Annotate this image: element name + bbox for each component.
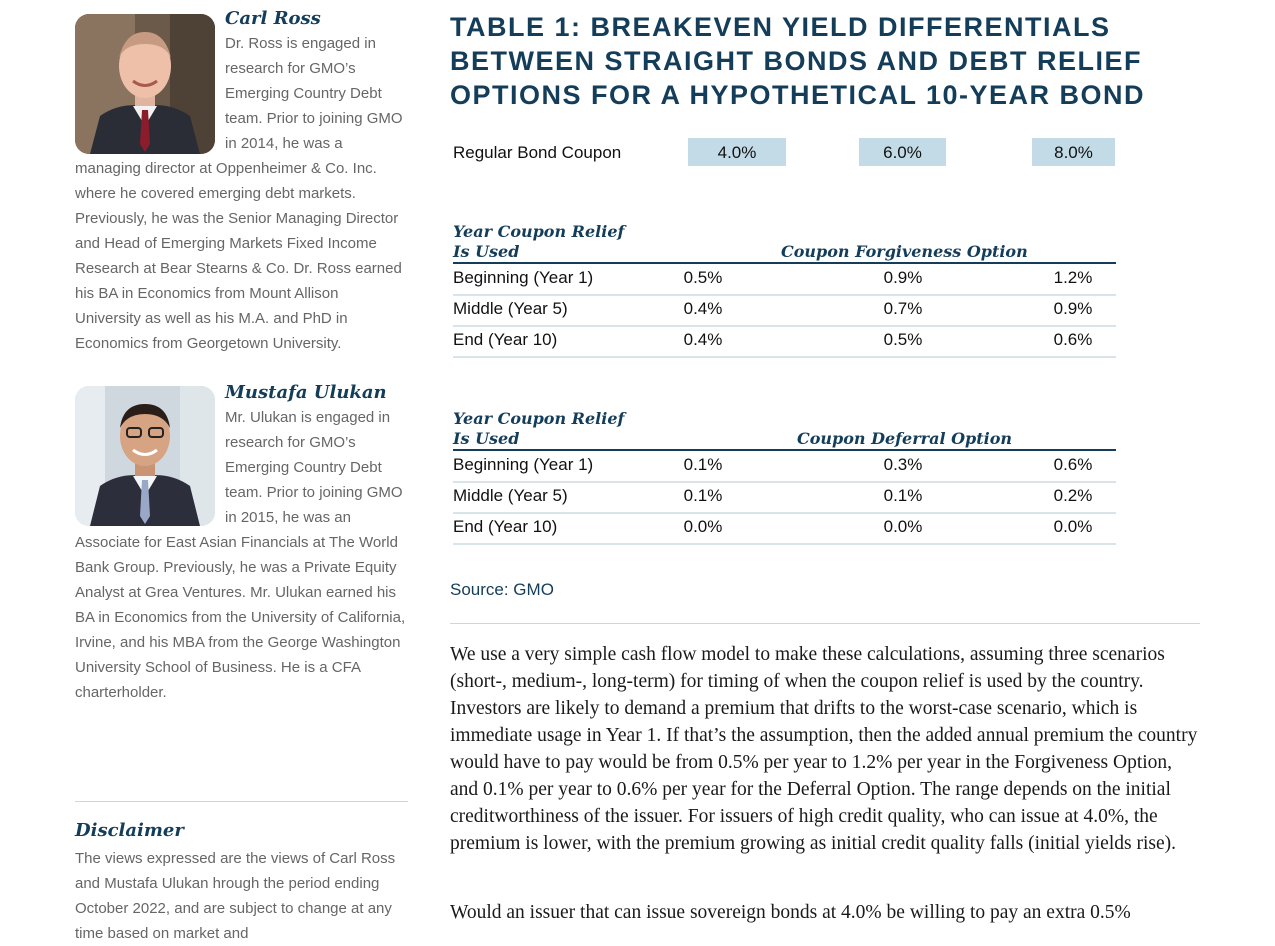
table-row (453, 263, 1116, 296)
table-title: TABLE 1: BREAKEVEN YIELD DIFFERENTIALS BETWEEN STRAIGHT BONDS AND DEBT RELIEF OPTIONS FOR A HYPOTHETICAL 10-YEAR BOND (450, 12, 1146, 110)
body-paragraph: Would an issuer that can issue sovereign bonds at 4.0% be willing to pay an extra 0.5% (450, 902, 1131, 923)
coupon-cell: 8.0% (1032, 138, 1115, 166)
table-cell: 0.9% (883, 268, 923, 287)
body-paragraph: We use a very simple cash flow model to make these calculations, assuming three scenarios (short-, medium-, long-term) for timing of when the coupon relief is used by the country. Investors are likely to demand a premium that drifts to the worst-case scenario, which is immediate usage in Year 1. If that’s the assumption, then the added annual premium the country would have to pay would be from 0.5% per year to 1.2% per year in the Forgiveness Option, and 0.1% per year to 0.6% per year for the Deferral Option. The range depends on the initial creditworthiness of the issuer. For issuers of high credit quality, who can issue at 4.0%, the premium is lower, with the premium growing as initial credit quality falls (initial yields rise). (450, 644, 1198, 854)
table-cell: 0.5% (883, 330, 923, 349)
table-cell: 0.7% (883, 299, 923, 318)
author-name: Carl Ross (225, 8, 321, 29)
row-label: Middle (Year 5) (453, 486, 568, 505)
table-row (453, 325, 1116, 358)
author-photo-carl-ross (75, 14, 215, 154)
table-cell: 0.6% (1053, 455, 1093, 474)
coupon-cell: 4.0% (688, 138, 786, 166)
column-header: Is Used (453, 242, 520, 261)
table-source: Source: GMO (450, 580, 554, 599)
table-cell: 0.3% (883, 455, 923, 474)
coupon-label: Regular Bond Coupon (453, 143, 622, 162)
table-cell: 0.0% (683, 517, 723, 536)
table-cell: 0.4% (683, 299, 723, 318)
row-label: Beginning (Year 1) (453, 455, 594, 474)
option-name: Coupon Forgiveness Option (781, 242, 1028, 261)
table-row (453, 512, 1116, 545)
table-row (453, 450, 1116, 483)
row-label: End (Year 10) (453, 330, 558, 349)
table-cell: 0.0% (883, 517, 923, 536)
author-bio-carl-ross (75, 8, 408, 356)
table-cell: 0.2% (1053, 486, 1093, 505)
author-bio-mustafa-ulukan (75, 382, 408, 705)
coupon-row (453, 138, 1118, 168)
row-label: Middle (Year 5) (453, 299, 568, 318)
table-cell: 0.6% (1053, 330, 1093, 349)
table-cell: 0.9% (1053, 299, 1093, 318)
author-name: Mustafa Ulukan (225, 382, 387, 403)
table-cell: 0.4% (683, 330, 723, 349)
author-photo-mustafa-ulukan (75, 386, 215, 526)
section-divider (450, 623, 1200, 624)
table-cell: 0.5% (683, 268, 723, 287)
column-header: Year Coupon Relief (453, 222, 625, 241)
column-header: Year Coupon Relief (453, 409, 625, 428)
table-row (453, 294, 1116, 327)
table-cell: 0.1% (683, 486, 723, 505)
disclaimer-text: The views expressed are the views of Carl Ross and Mustafa Ulukan hrough the period ending October 2022, and are subject to change at any time based on market and (75, 850, 396, 942)
column-header: Is Used (453, 429, 520, 448)
table-cell: 0.1% (883, 486, 923, 505)
disclaimer-title: Disclaimer (75, 820, 184, 841)
option-name: Coupon Deferral Option (797, 429, 1012, 448)
author-bio-text: Mr. Ulukan is engaged in research for GMO’s Emerging Country Debt team. Prior to joining GMO in 2015, he was an Associate for East Asian Financials at The World Bank Group. Previously, he was a Private Equity Analyst at Grea Ventures. Mr. Ulukan earned his BA in Economics from the University of California, Irvine, and his MBA from the George Washington University School of Business. He is a CFA charterholder. (75, 409, 406, 701)
coupon-cell: 6.0% (859, 138, 946, 166)
table-cell: 0.0% (1053, 517, 1093, 536)
table-cell: 1.2% (1053, 268, 1093, 287)
author-bio-text: Dr. Ross is engaged in research for GMO’s Emerging Country Debt team. Prior to joining GMO in 2014, he was a managing director at Oppenheimer & Co. Inc. where he covered emerging debt markets. Previously, he was the Senior Managing Director and Head of Emerging Markets Fixed Income Research at Bear Stearns & Co. Dr. Ross earned his BA in Economics from Mount Allison University as well as his M.A. and PhD in Economics from Georgetown University. (75, 35, 403, 352)
table-row (453, 481, 1116, 514)
row-label: Beginning (Year 1) (453, 268, 594, 287)
sidebar-divider (75, 801, 408, 802)
row-label: End (Year 10) (453, 517, 558, 536)
table-cell: 0.1% (683, 455, 723, 474)
